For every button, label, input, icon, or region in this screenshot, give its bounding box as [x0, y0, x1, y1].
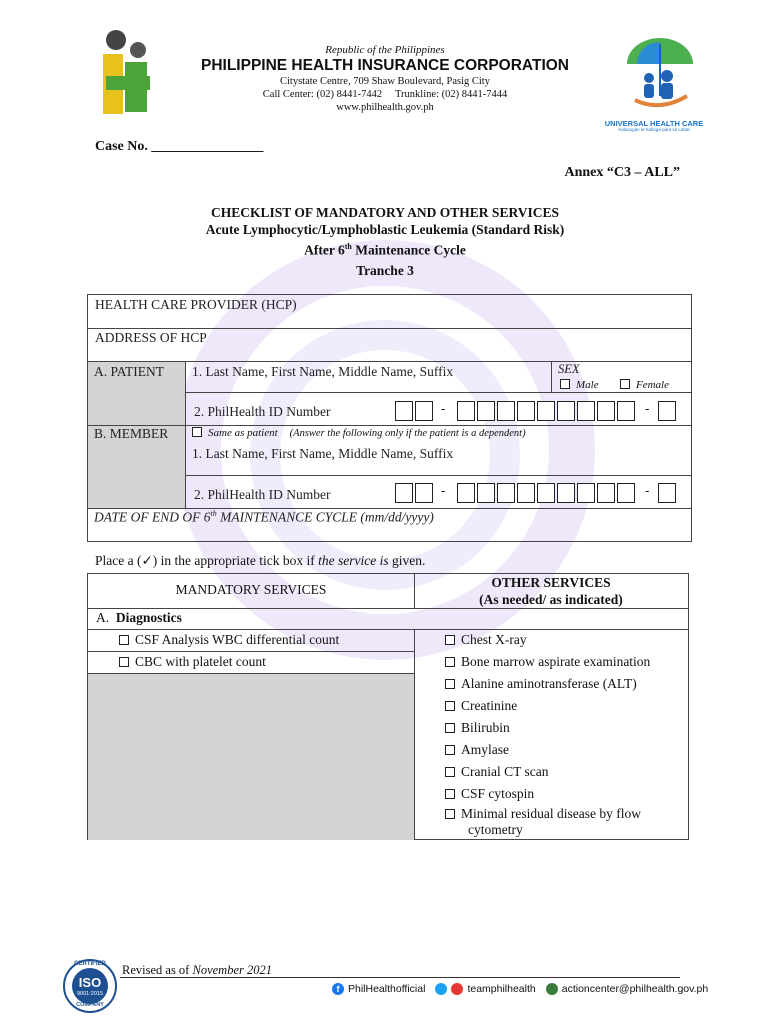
twitter-icon: [435, 983, 447, 995]
other-checkbox[interactable]: [445, 635, 455, 645]
other-item[interactable]: [445, 764, 548, 780]
mandatory-services-header: MANDATORY SERVICES: [175, 582, 327, 597]
other-checkbox[interactable]: [445, 701, 455, 711]
section-a-diagnostics: [96, 610, 182, 626]
hcp-label[interactable]: [95, 297, 297, 313]
revised-month: November 2021: [192, 963, 272, 977]
hcp-label-text: HEALTH CARE PROVIDER (HCP): [95, 297, 297, 312]
other-item[interactable]: [445, 654, 650, 670]
universal-health-care-logo: [615, 36, 705, 116]
disease-title: Acute Lymphocytic/Lymphoblastic Leukemia (Standard Risk): [205, 222, 565, 237]
other-item[interactable]: [445, 806, 641, 838]
provider-patient-form: [87, 294, 692, 542]
section-a-title: Diagnostics: [115, 610, 182, 625]
iso-bottom-text: COMPANY: [76, 1002, 104, 1008]
revised-pre: Revised as of: [122, 963, 193, 977]
facebook-icon: f: [332, 983, 344, 995]
sex-female-option[interactable]: [620, 379, 669, 391]
email-icon: [546, 983, 558, 995]
same-as-patient-option[interactable]: [192, 427, 526, 439]
other-item[interactable]: [445, 720, 510, 736]
date-end-text: DATE OF END OF 6: [94, 509, 211, 525]
other-checkbox[interactable]: [445, 723, 455, 733]
male-label: Male: [576, 379, 599, 391]
other-item-label: Alanine aminotransferase (ALT): [461, 676, 637, 691]
instruction-italic: the service is: [318, 553, 389, 568]
other-checkbox[interactable]: [445, 809, 455, 819]
female-checkbox[interactable]: [620, 379, 630, 389]
check-mark-icon: ✓: [141, 553, 153, 568]
other-item[interactable]: [445, 676, 637, 692]
member-philhealth-id-label: 2. PhilHealth ID Number: [194, 487, 331, 502]
other-services-title: OTHER SERVICES: [491, 575, 611, 590]
male-checkbox[interactable]: [560, 379, 570, 389]
other-item-label: CSF cytospin: [461, 786, 535, 801]
cycle-title-pre: After 6: [304, 242, 345, 258]
other-item-label: Cranial CT scan: [461, 764, 549, 779]
other-item[interactable]: [445, 786, 534, 802]
website-line: www.philhealth.gov.ph: [336, 102, 434, 113]
instruction-text: [95, 553, 425, 569]
social-handle[interactable]: teamphilhealth: [467, 983, 536, 995]
other-item-label: Chest X-ray: [461, 632, 527, 647]
hcp-address-label[interactable]: [95, 330, 207, 346]
email-address[interactable]: actioncenter@philhealth.gov.ph: [561, 983, 709, 995]
mandatory-checkbox[interactable]: [119, 657, 129, 667]
member-philhealth-id-boxes[interactable]: - -: [395, 483, 677, 505]
instruction-pre: Place a (: [95, 553, 142, 568]
annex-label: Annex “C3 – ALL”: [564, 165, 680, 180]
patient-name-field[interactable]: 1. Last Name, First Name, Middle Name, Suffix: [192, 364, 454, 379]
cycle-title-sup: th: [344, 242, 352, 251]
mandatory-item-label: CBC with platelet count: [135, 654, 266, 669]
case-number[interactable]: Case No. ________________: [95, 139, 264, 154]
tranche-title: Tranche 3: [356, 263, 414, 278]
iso-top-text: CERTIFIED: [74, 961, 106, 967]
contact-line: Call Center: (02) 8441-7442 Trunkline: (02) 8441-7444: [262, 89, 508, 100]
date-end-maintenance-field[interactable]: [94, 509, 434, 526]
other-services-header: [414, 574, 688, 608]
female-label: Female: [636, 379, 669, 391]
instruction-post: given.: [388, 553, 426, 568]
other-item-label: Amylase: [461, 742, 509, 757]
mandatory-checkbox[interactable]: [119, 635, 129, 645]
corporation-name: PHILIPPINE HEALTH INSURANCE CORPORATION: [201, 57, 569, 74]
other-checkbox[interactable]: [445, 767, 455, 777]
cycle-title-post: Maintenance Cycle: [351, 242, 466, 258]
footer-divider: [120, 977, 680, 978]
other-services-subtitle: (As needed/ as indicated): [479, 592, 623, 607]
uhc-tagline: Kalusugan at Kalinga para sa Lahat: [618, 127, 690, 132]
sex-label: SEX: [558, 362, 580, 376]
same-as-patient-checkbox[interactable]: [192, 427, 202, 437]
other-item-label: Creatinine: [461, 698, 518, 713]
other-item-label: Minimal residual disease by flow: [461, 806, 641, 821]
section-a-letter: A.: [96, 610, 110, 625]
checklist-title: CHECKLIST OF MANDATORY AND OTHER SERVICES: [211, 205, 559, 220]
dependent-note: (Answer the following only if the patient is a dependent): [289, 428, 526, 439]
cycle-title: [0, 239, 770, 259]
other-checkbox[interactable]: [445, 789, 455, 799]
mandatory-empty-cell: [88, 674, 414, 840]
patient-philhealth-id-boxes[interactable]: - -: [395, 401, 677, 423]
hcp-address-text: ADDRESS OF HCP: [95, 330, 207, 345]
republic-text: Republic of the Philippines: [325, 44, 445, 56]
other-item[interactable]: [445, 632, 527, 648]
social-links: [332, 983, 708, 995]
instruction-mid: ) in the appropriate tick box if: [152, 553, 319, 568]
iso-number: 9001:2015: [77, 991, 103, 997]
revised-date: [122, 963, 272, 978]
other-item-label: Bilirubin: [461, 720, 510, 735]
patient-label: A. PATIENT: [94, 364, 165, 379]
member-name-field[interactable]: 1. Last Name, First Name, Middle Name, Suffix: [192, 446, 454, 461]
uhc-logo-text: UNIVERSAL HEALTH CARE: [604, 119, 704, 128]
patient-philhealth-id-label: 2. PhilHealth ID Number: [194, 404, 331, 419]
other-checkbox[interactable]: [445, 679, 455, 689]
iso-text: ISO: [78, 975, 102, 990]
services-table: [87, 573, 689, 840]
other-item-label-continued: cytometry: [468, 822, 523, 837]
other-checkbox[interactable]: [445, 745, 455, 755]
other-item[interactable]: [445, 742, 509, 758]
mandatory-item[interactable]: [119, 654, 266, 670]
other-item[interactable]: [445, 698, 517, 714]
mandatory-item[interactable]: [119, 632, 339, 648]
other-item-label: Bone marrow aspirate examination: [461, 654, 651, 669]
mandatory-item-label: CSF Analysis WBC differential count: [135, 632, 340, 647]
same-as-patient-label: Same as patient: [208, 427, 278, 439]
facebook-handle[interactable]: PhilHealthofficial: [348, 983, 426, 995]
date-end-sup: th: [210, 509, 217, 518]
sex-male-option[interactable]: [560, 379, 599, 391]
other-checkbox[interactable]: [445, 657, 455, 667]
member-label: B. MEMBER: [94, 426, 169, 441]
youtube-icon: [451, 983, 463, 995]
address-line: Citystate Centre, 709 Shaw Boulevard, Pasig City: [280, 76, 490, 87]
date-end-post: MAINTENANCE CYCLE (mm/dd/yyyy): [216, 509, 434, 525]
